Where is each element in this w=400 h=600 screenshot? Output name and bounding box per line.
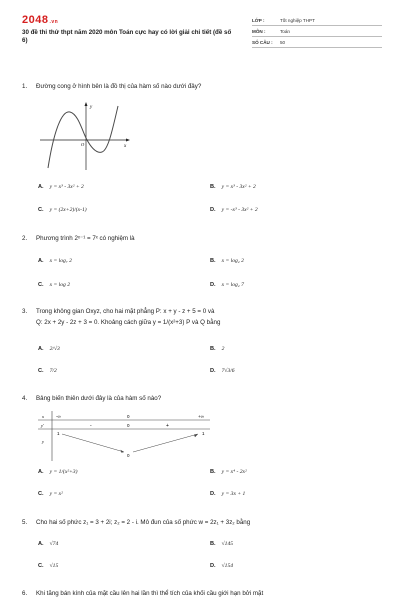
q2-option-b[interactable]: B. x = log₂ 2: [210, 258, 244, 264]
question-text-line-1: Trong không gian Oxyz, cho hai mặt phẳng P: x + y - z + 5 = 0 và: [36, 308, 215, 315]
row-label-y: y: [42, 439, 44, 444]
meta-value: 50: [280, 39, 286, 45]
q2-option-a[interactable]: A. x = log₇ 2: [38, 258, 72, 264]
document-meta: [252, 15, 382, 48]
y-right-value: 1: [202, 431, 205, 436]
y-axis-arrow: [85, 102, 88, 106]
function-graph: [38, 100, 133, 172]
question-text: Bảng biến thiên dưới đây là của hàm số nào?: [36, 395, 162, 402]
meta-value: Tốt nghiệp THPT: [280, 17, 315, 23]
document-title: 30 đề thi thử thpt năm 2020 môn Toán cực hay có lời giải chi tiết (đề số 6): [22, 29, 232, 44]
x-axis-label: x: [124, 144, 127, 149]
site-logo[interactable]: 2048.vn: [22, 14, 59, 26]
x-pos-inf: +∞: [198, 414, 204, 419]
x-zero: 0: [127, 414, 130, 419]
question-3: [22, 307, 382, 327]
meta-label: SỐ CÂU :: [252, 39, 273, 45]
question-text: Đường cong ở hình bên là đồ thị của hàm số nào dưới đây?: [36, 83, 202, 90]
question-text: Khi tăng bán kính của mặt cầu lên hai lần thì thể tích của khối cầu giới hạn bởi mặt: [36, 590, 264, 597]
q2-option-d[interactable]: D. x = log₂ 7: [210, 282, 244, 288]
q4-option-a[interactable]: A. y = 1/(x²+3): [38, 469, 78, 475]
decrease-arrow: [62, 434, 124, 452]
q4-option-c[interactable]: C. y = x²: [38, 491, 63, 497]
question-number: 5.: [22, 519, 28, 526]
q4-option-d[interactable]: D. y = 3x + 1: [210, 491, 246, 497]
row-label-yprime: y': [41, 423, 44, 428]
q1-option-c[interactable]: C. y = (2x+2)/(x-1): [38, 207, 87, 213]
question-text: Cho hai số phức z₁ = 3 + 2i; z₂ = 2 - i. Mô đun của số phức w = 2z₁ + 3z₂ bằng: [36, 519, 251, 526]
q5-option-a[interactable]: A. √74: [38, 541, 59, 547]
q3-option-c[interactable]: C. 7/2: [38, 368, 57, 374]
meta-row-count: [252, 37, 382, 48]
x-neg-inf: -∞: [56, 414, 61, 419]
question-number: 4.: [22, 395, 28, 402]
meta-row-subject: [252, 26, 382, 37]
arrow-head: [194, 434, 198, 437]
question-text-line-2: Q: 2x + 2y - 2z + 3 = 0. Khoảng cách giữa y = 1/(x²+3) P và Q bằng: [36, 319, 221, 326]
yprime-zero: 0: [127, 423, 130, 428]
meta-label: LỚP :: [252, 17, 265, 23]
origin-label: O: [81, 142, 85, 147]
question-number: 1.: [22, 83, 28, 90]
q3-option-a[interactable]: A. 2/√3: [38, 346, 60, 352]
yprime-plus: +: [166, 423, 169, 429]
q3-option-d[interactable]: D. 7√3/6: [210, 368, 235, 374]
y-axis-label: y: [90, 105, 93, 110]
y-min-value: 0: [127, 453, 130, 458]
increase-arrow: [133, 434, 198, 452]
meta-value: Toán: [280, 28, 290, 34]
q5-option-c[interactable]: C. √15: [38, 563, 59, 569]
document-header: [22, 12, 382, 58]
q5-option-b[interactable]: B. √145: [210, 541, 234, 547]
yprime-minus: -: [90, 423, 92, 429]
y-left-value: 1: [57, 431, 60, 436]
row-label-x: x: [42, 414, 44, 419]
q1-option-b[interactable]: B. y = x³ - 3x² + 2: [210, 184, 256, 190]
q1-option-a[interactable]: A. y = x³ - 3x² + 2: [38, 184, 84, 190]
curve: [48, 106, 118, 168]
q3-option-b[interactable]: B. 2: [210, 346, 225, 352]
question-number: 6.: [22, 590, 28, 597]
x-axis-arrow: [126, 139, 130, 142]
variation-table: [38, 411, 210, 461]
arrow-head: [121, 450, 125, 453]
q1-option-d[interactable]: D. y = -x³ - 3x² + 2: [210, 207, 258, 213]
question-text: Phương trình 2ˣ⁻¹ = 7ˣ có nghiệm là: [36, 235, 135, 242]
q2-option-c[interactable]: C. x = log 2: [38, 282, 70, 288]
question-number: 3.: [22, 308, 28, 315]
meta-row-class: [252, 15, 382, 26]
meta-label: MÔN :: [252, 28, 266, 34]
q5-option-d[interactable]: D. √154: [210, 563, 234, 569]
q4-option-b[interactable]: B. y = x⁴ - 2x²: [210, 469, 247, 475]
question-number: 2.: [22, 235, 28, 242]
